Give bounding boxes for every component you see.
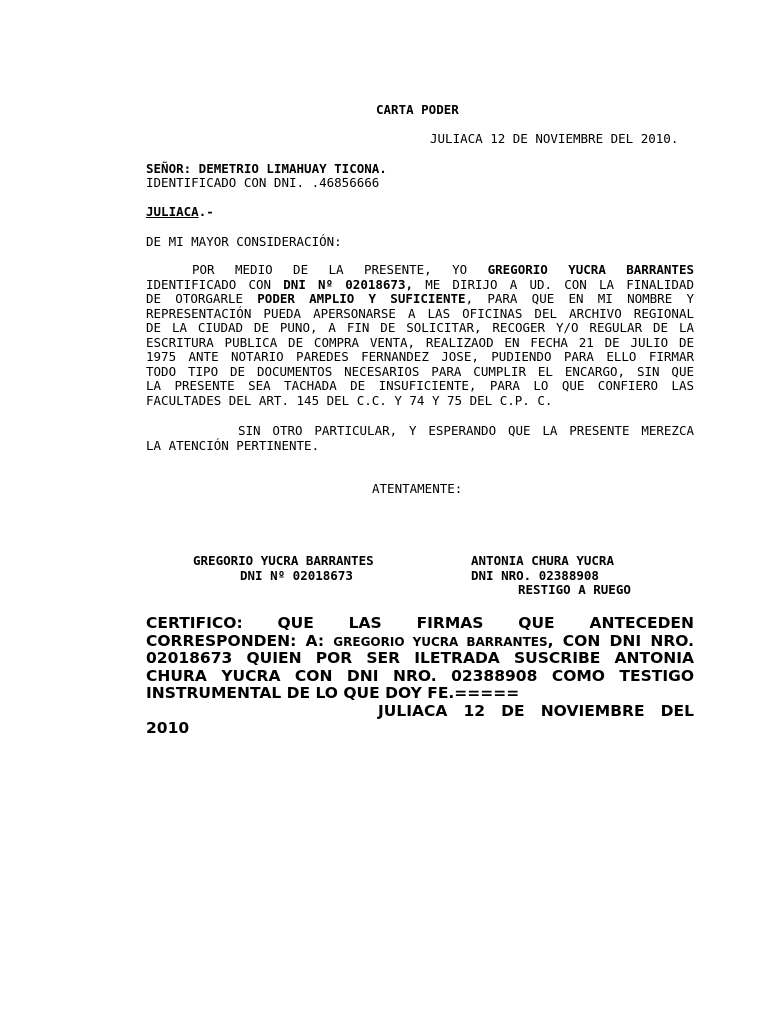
- greeting: DE MI MAYOR CONSIDERACIÓN:: [146, 234, 342, 249]
- closing-line: LA ATENCIÓN PERTINENTE.: [146, 437, 320, 453]
- body-line: TODO TIPO DE DOCUMENTOS NECESARIOS PARA CUMPLIR EL ENCARGO, SIN QUE: [146, 363, 694, 379]
- city-heading: [146, 205, 214, 220]
- body-text: POR MEDIO DE LA PRESENTE, YO: [192, 262, 468, 277]
- certification-line: CERTIFICO: QUE LAS FIRMAS QUE ANTECEDEN: [146, 614, 694, 632]
- body-line: [146, 292, 694, 307]
- addressee-id: IDENTIFICADO CON DNI. .46856666: [146, 175, 380, 190]
- city-name: JULIACA: [146, 204, 199, 219]
- body-line: DE LA CIUDAD DE PUNO, A FIN DE SOLICITAR, RECOGER Y/O REGULAR DE LA: [146, 320, 694, 335]
- certification-line: INSTRUMENTAL DE LO QUE DOY FE.=====: [146, 684, 520, 702]
- signature-left-id: DNI Nº 02018673: [240, 568, 353, 583]
- city-suffix: .-: [198, 204, 214, 219]
- body-text: , PARA QUE EN MI NOMBRE Y: [465, 291, 694, 306]
- body-line: REPRESENTACIÓN PUEDA APERSONARSE A LAS OFICINAS DEL ARCHIVO REGIONAL: [146, 305, 694, 321]
- body-line: ESCRITURA PUBLICA DE COMPRA VENTA, REALIZAOD EN FECHA 21 DE JULIO DE: [146, 334, 694, 350]
- signature-right-name: ANTONIA CHURA YUCRA: [471, 553, 614, 568]
- certification-text: , CON DNI NRO.: [547, 631, 695, 650]
- certification-text: CORRESPONDEN: A:: [146, 631, 325, 650]
- body-line: [146, 278, 694, 293]
- certification-year: 2010: [146, 719, 190, 737]
- closing-paragraph: [146, 424, 694, 453]
- sign-off: ATENTAMENTE:: [372, 481, 463, 496]
- body-text: DE OTORGARLE: [146, 291, 244, 306]
- certification-block: [146, 615, 694, 738]
- body-text: IDENTIFICADO CON: [146, 276, 272, 292]
- certification-date: JULIACA 12 DE NOVIEMBRE DEL: [378, 701, 694, 720]
- certification-line: [146, 633, 694, 651]
- addressee-name: SEÑOR: DEMETRIO LIMAHUAY TICONA.: [146, 161, 387, 176]
- signature-right-id: DNI NRO. 02388908: [471, 568, 599, 583]
- body-line: 1975 ANTE NOTARIO PAREDES FERNANDEZ JOSE, PUDIENDO PARA ELLO FIRMAR: [146, 349, 694, 364]
- certification-small-name: GREGORIO YUCRA BARRANTES: [333, 634, 548, 649]
- body-bold-name: GREGORIO YUCRA BARRANTES: [487, 262, 694, 277]
- signature-left-name: GREGORIO YUCRA BARRANTES: [193, 553, 374, 568]
- body-line: LA PRESENTE SEA TACHADA DE INSUFICIENTE, PARA LO QUE CONFIERO LAS: [146, 378, 694, 393]
- certification-line: CHURA YUCRA CON DNI NRO. 02388908 COMO TESTIGO: [146, 666, 694, 685]
- signature-right-role: RESTIGO A RUEGO: [518, 582, 631, 597]
- body-line: FACULTADES DEL ART. 145 DEL C.C. Y 74 Y 75 DEL C.P. C.: [146, 392, 553, 408]
- body-bold-power: PODER AMPLIO Y SUFICIENTE: [257, 291, 466, 306]
- body-line: [146, 263, 694, 278]
- body-bold-dni: DNI Nº 02018673,: [283, 276, 413, 292]
- certification-line: 02018673 QUIEN POR SER ILETRADA SUSCRIBE ANTONIA: [146, 649, 694, 667]
- body-text: ME DIRIJO A UD. CON LA FINALIDAD: [425, 276, 694, 292]
- body-paragraph: [146, 263, 694, 408]
- closing-line: SIN OTRO PARTICULAR, Y ESPERANDO QUE LA PRESENTE MEREZCA: [238, 423, 694, 438]
- date-line: JULIACA 12 DE NOVIEMBRE DEL 2010.: [430, 131, 679, 146]
- document-title: CARTA PODER: [376, 102, 459, 117]
